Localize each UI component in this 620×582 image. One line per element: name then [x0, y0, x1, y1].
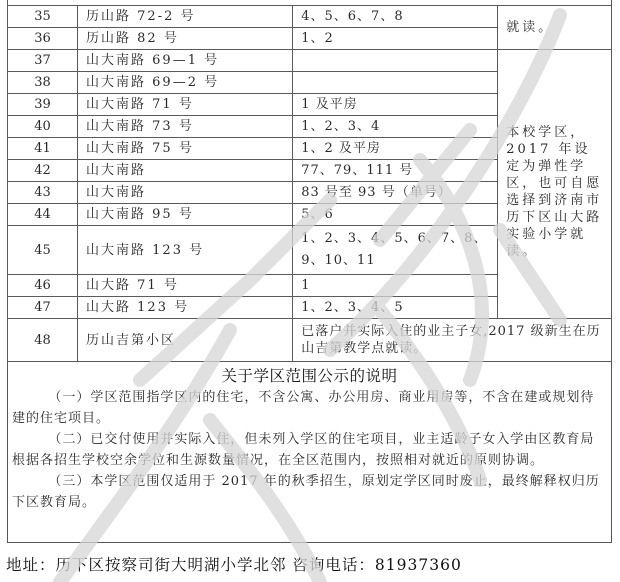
- road-name: 山大南路: [78, 182, 293, 204]
- road-name: 山大南路 95 号: [78, 204, 293, 226]
- notes-section: [8, 365, 611, 513]
- road-name: 山大南路 73 号: [78, 116, 293, 138]
- address-contact-line: 地址：历下区按察司街大明湖小学北邻 咨询电话：81937360: [6, 556, 462, 574]
- building-numbers: 1、2 及平房: [293, 138, 498, 160]
- road-name: 山大路 71 号: [78, 275, 293, 297]
- row-number: 40: [8, 116, 78, 138]
- building-numbers: 77、79、111 号: [293, 160, 498, 182]
- row-number: 48: [8, 319, 78, 362]
- building-numbers: 1 及平房: [293, 94, 498, 116]
- table-row: [8, 319, 612, 362]
- row-number: 45: [8, 226, 78, 275]
- road-name: 历山路 72-2 号: [78, 6, 293, 28]
- row-number: 38: [8, 72, 78, 94]
- flexible-zone-remark: 本校学区，2017 年设定为弹性学区，也可自愿选择到济南市历下区山大路实验小学就读。: [498, 50, 612, 319]
- note-item-1: （一）学区范围指学区内的住宅，不含公寓、办公用房、商业用房等，不含在建或规划待建的住宅项目。: [12, 390, 595, 426]
- row-number: 41: [8, 138, 78, 160]
- notes-title: 关于学区范围公示的说明: [221, 367, 398, 385]
- building-numbers: [293, 50, 498, 72]
- road-name: 山大南路 69—2 号: [78, 72, 293, 94]
- row-number: 44: [8, 204, 78, 226]
- enrollment-remark: 已落户并实际入住的业主子女,2017 级新生在历山吉第教学点就读。: [293, 319, 612, 362]
- row-number: 37: [8, 50, 78, 72]
- building-numbers: 1、2、3、4、5、6、7、8、9、10、11: [293, 226, 498, 275]
- road-name: 山大路 123 号: [78, 297, 293, 319]
- building-numbers: [293, 72, 498, 94]
- note-item-3: （三）本学区范围仅适用于 2017 年的秋季招生，原划定学区同时废止，最终解释权归历下区教育局。: [12, 474, 600, 510]
- row-number: 36: [8, 28, 78, 50]
- road-name: 山大南路 71 号: [78, 94, 293, 116]
- building-numbers: 4、5、6、7、8: [293, 6, 498, 28]
- row-number: 47: [8, 297, 78, 319]
- road-name: 山大南路: [78, 160, 293, 182]
- row-number: 39: [8, 94, 78, 116]
- road-name: 山大南路 69—1 号: [78, 50, 293, 72]
- note-item-2: （二）已交付使用并实际入住，但未列入学区的住宅项目，业主适龄子女入学由区教育局根据各招生学校空余学位和生源数量情况，在全区范围内，按照相对就近的原则协调。: [12, 432, 595, 468]
- school-zone-table: [7, 5, 612, 362]
- building-numbers: 1、2、3、4: [293, 116, 498, 138]
- row-number: 46: [8, 275, 78, 297]
- building-numbers: 1、2: [293, 28, 498, 50]
- building-numbers: 83 号至 93 号（单号）: [293, 182, 498, 204]
- road-name: 历山路 82 号: [78, 28, 293, 50]
- building-numbers: 1、2、3、4、5: [293, 297, 498, 319]
- road-name: 山大南路 75 号: [78, 138, 293, 160]
- building-numbers: 1: [293, 275, 498, 297]
- row-number: 35: [8, 6, 78, 28]
- road-name: 山大南路 123 号: [78, 226, 293, 275]
- road-name: 历山吉第小区: [78, 319, 293, 362]
- table-row: [8, 50, 612, 72]
- row-number: 43: [8, 182, 78, 204]
- building-numbers: 5、6: [293, 204, 498, 226]
- remark-cell: 就读。: [498, 6, 612, 50]
- row-number: 42: [8, 160, 78, 182]
- table-row: [8, 6, 612, 28]
